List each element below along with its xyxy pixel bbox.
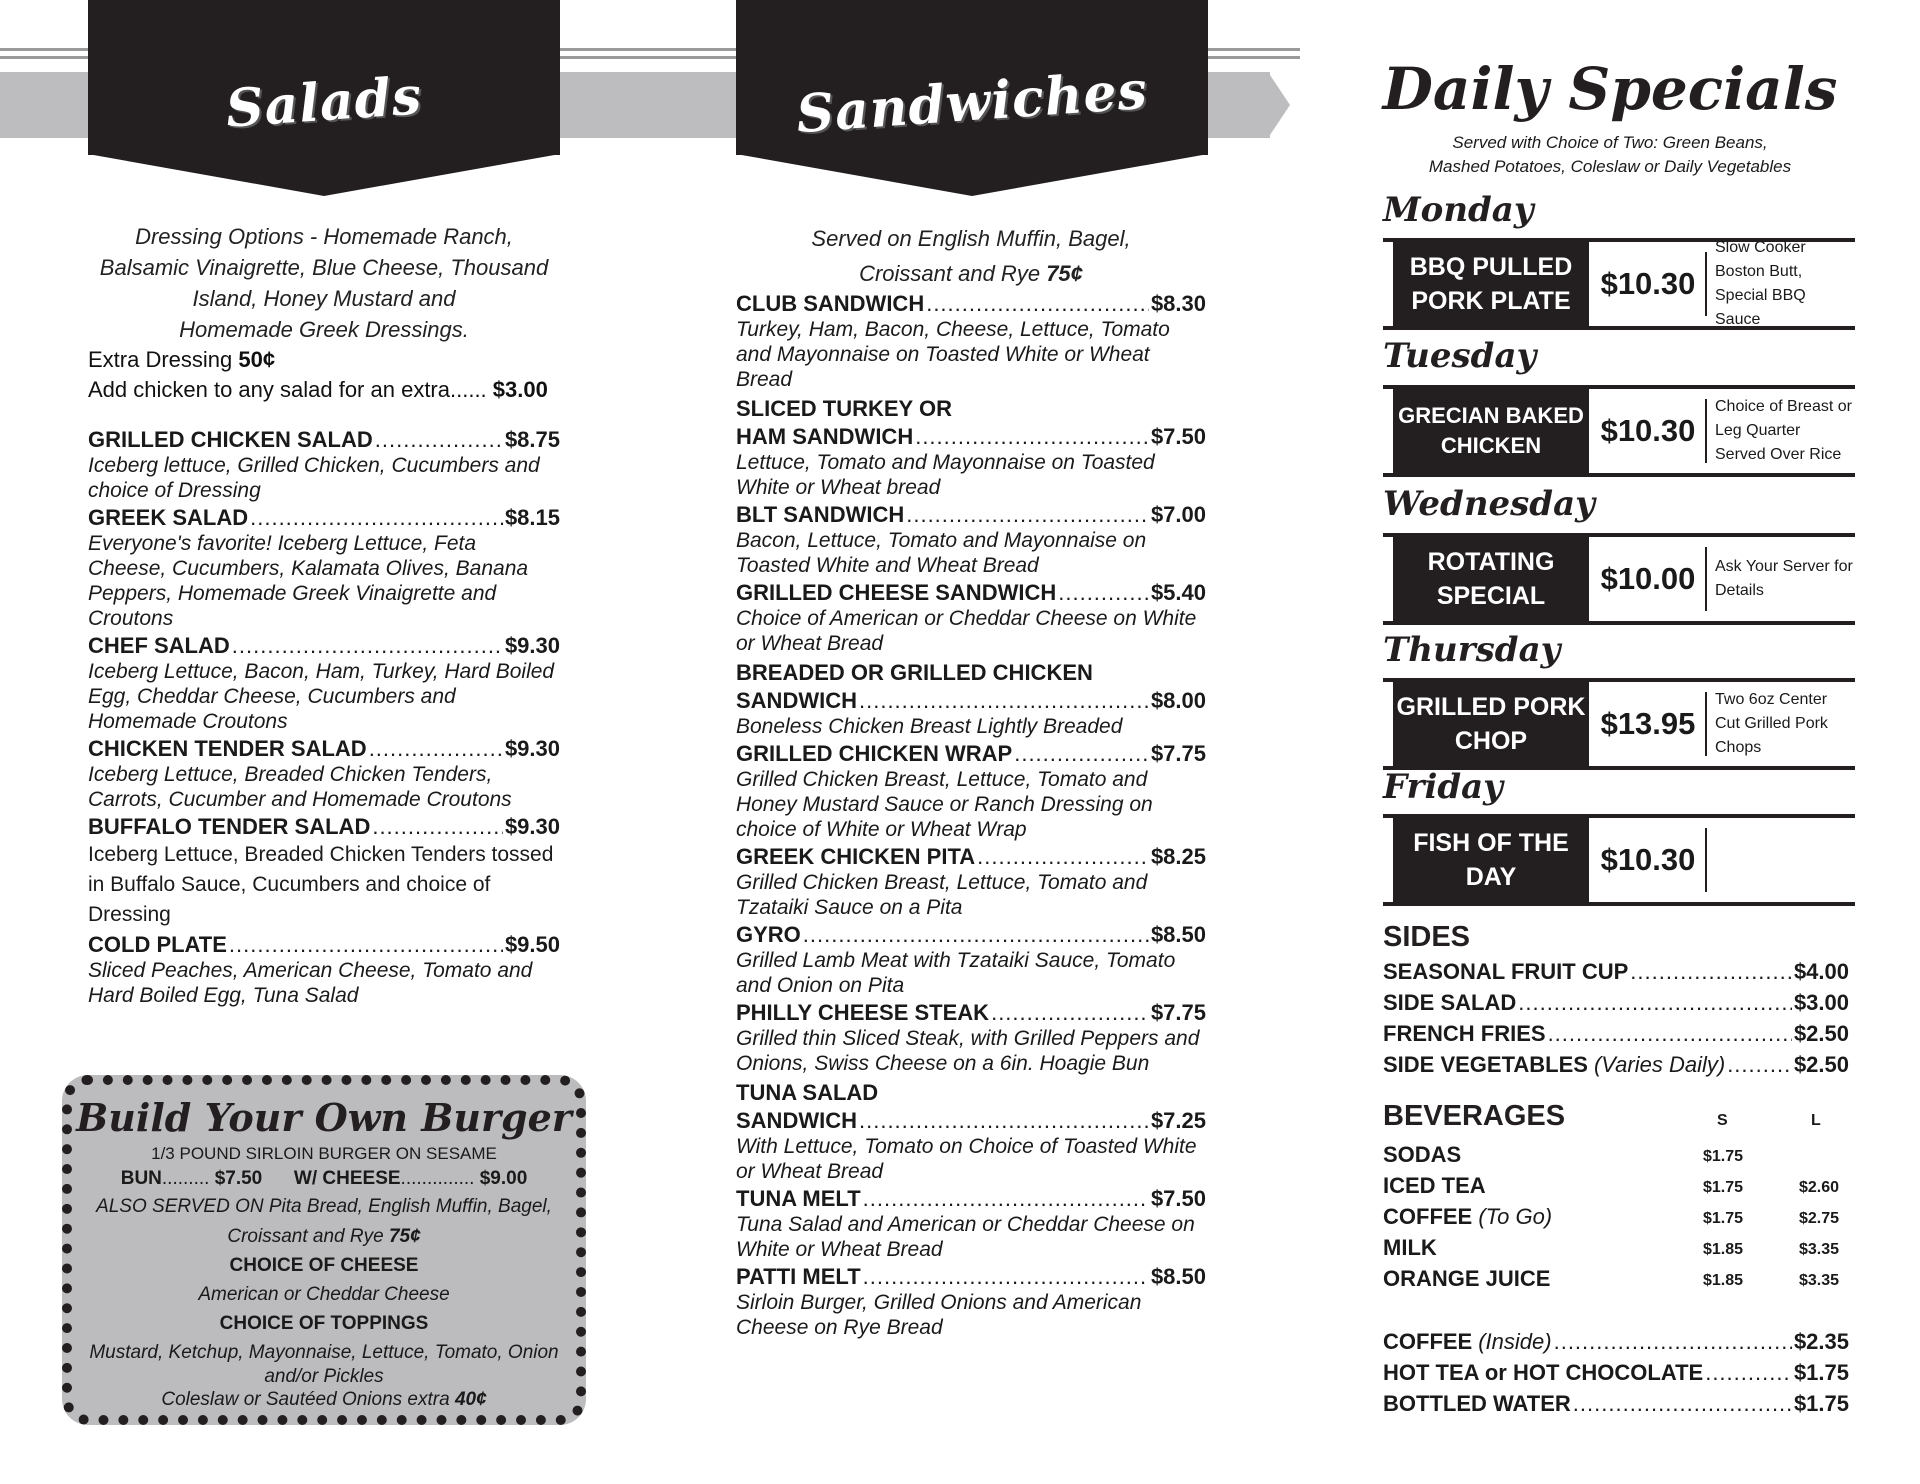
menu-item-patti-melt: PATTI MELT ..... $8.50 Sirloin Burger, Grilled Onions and American Cheese on Rye Bread xyxy=(736,1264,1206,1340)
toppings-heading: CHOICE OF TOPPINGS xyxy=(219,1313,429,1334)
menu-item-greek-salad: GREEK SALAD ..... $8.15 Everyone's favorite! Iceberg Lettuce, Feta Cheese, Cucumbers, Kalamata Olives, Banana Peppers, Homemade Greek Vinaigrette and Croutons xyxy=(88,505,560,631)
menu-item-tuna-melt: TUNA MELT ..... $7.50 Tuna Salad and American or Cheddar Cheese on White or Wheat Bread xyxy=(736,1186,1206,1262)
dressing-line: Homemade Greek Dressings. xyxy=(179,317,469,342)
menu-item-blt-sandwich: BLT SANDWICH ..... $7.00 Bacon, Lettuce, Tomato and Mayonnaise on Toasted White and Wheat Bread xyxy=(736,502,1206,578)
daily-specials-title: Daily Specials xyxy=(1382,55,1838,123)
burger-subtitle: 1/3 POUND SIRLOIN BURGER ON SESAME xyxy=(151,1144,497,1163)
toppings-list: Mustard, Ketchup, Mayonnaise, Lettuce, Tomato, Onion and/or Pickles xyxy=(89,1342,559,1387)
day-label-thursday: Thursday xyxy=(1383,630,1561,670)
special-monday: BBQ PULLED PORK PLATE $10.30 Slow Cooker Boston Butt, Special BBQ Sauce xyxy=(1383,238,1855,330)
menu-item-philly-cheese-steak: PHILLY CHEESE STEAK ..... $7.75 Grilled thin Sliced Steak, with Grilled Peppers and Onions, Swiss Cheese on a 6in. Hoagie Bun xyxy=(736,1000,1206,1076)
menu-item-chicken-sandwich: BREADED OR GRILLED CHICKEN SANDWICH ..... $8.00 Boneless Chicken Breast Lightly Breaded xyxy=(736,658,1206,739)
special-friday: FISH OF THE DAY $10.30 xyxy=(1383,814,1855,906)
menu-item-greek-chicken-pita: GREEK CHICKEN PITA ..... $8.25 Grilled Chicken Breast, Lettuce, Tomato and Tzataiki Sauce on a Pita xyxy=(736,844,1206,920)
sandwich-intro-2: Croissant and Rye 75¢ xyxy=(859,261,1083,286)
side-item: SIDE VEGETABLES (Varies Daily) ..... $2.50 xyxy=(1383,1052,1849,1078)
beverage-row: MILK $1.85 $3.35 xyxy=(1383,1235,1840,1260)
sides-heading: SIDES xyxy=(1383,921,1471,953)
menu-item-grilled-chicken-salad: GRILLED CHICKEN SALAD ..... $8.75 Iceberg lettuce, Grilled Chicken, Cucumbers and choice of Dressing xyxy=(88,427,560,503)
menu-item-chef-salad: CHEF SALAD ..... $9.30 Iceberg Lettuce, Bacon, Ham, Turkey, Hard Boiled Egg, Cheddar Cheese, Cucumbers and Homemade Croutons xyxy=(88,633,560,734)
dressing-line: Island, Honey Mustard and xyxy=(192,286,456,311)
beverage-other: BOTTLED WATER ..... $1.75 xyxy=(1383,1391,1849,1417)
menu-item-club-sandwich: CLUB SANDWICH ..... $8.30 Turkey, Ham, Bacon, Cheese, Lettuce, Tomato and Mayonnaise on Toasted White or Wheat Bread xyxy=(736,291,1206,392)
burger-also-served: ALSO SERVED ON Pita Bread, English Muffin, Bagel, xyxy=(96,1196,552,1217)
burger-prices: BUN......... $7.50 W/ CHEESE.............. $9.00 xyxy=(120,1168,528,1189)
beverage-row: ICED TEA $1.75 $2.60 xyxy=(1383,1173,1840,1198)
salads-column xyxy=(88,221,560,1008)
beverage-other: HOT TEA or HOT CHOCOLATE ..... $1.75 xyxy=(1383,1360,1849,1386)
side-item: SIDE SALAD ..... $3.00 xyxy=(1383,990,1849,1016)
menu-item-buffalo-tender-salad: BUFFALO TENDER SALAD ..... $9.30 Iceberg Lettuce, Breaded Chicken Tenders tossed in Buffalo Sauce, Cucumbers and choice of Dressing xyxy=(88,814,560,930)
dressing-line: Balsamic Vinaigrette, Blue Cheese, Thousand xyxy=(99,255,549,280)
day-label-friday: Friday xyxy=(1383,767,1503,807)
special-tuesday: GRECIAN BAKED CHICKEN $10.30 Choice of Breast or Leg Quarter Served Over Rice xyxy=(1383,385,1855,477)
sandwich-intro-1: Served on English Muffin, Bagel, xyxy=(811,226,1131,251)
menu-item-chicken-tender-salad: CHICKEN TENDER SALAD ..... $9.30 Iceberg Lettuce, Breaded Chicken Tenders, Carrots, Cucumber and Homemade Croutons xyxy=(88,736,560,812)
extra-dressing: Extra Dressing 50¢ xyxy=(88,347,276,372)
cheese-options: American or Cheddar Cheese xyxy=(198,1284,450,1305)
special-wednesday: ROTATING SPECIAL $10.00 Ask Your Server for Details xyxy=(1383,533,1855,625)
menu-item-cold-plate: COLD PLATE ..... $9.50 Sliced Peaches, American Cheese, Tomato and Hard Boiled Egg, Tuna Salad xyxy=(88,932,560,1008)
add-chicken: Add chicken to any salad for an extra...... $3.00 xyxy=(88,377,548,402)
gray-band-arrow xyxy=(1268,72,1290,138)
menu-item-turkey-ham-sandwich: SLICED TURKEY OR HAM SANDWICH ..... $7.50 Lettuce, Tomato and Mayonnaise on Toasted White or Wheat bread xyxy=(736,394,1206,500)
menu-item-tuna-salad-sandwich: TUNA SALAD SANDWICH ..... $7.25 With Lettuce, Tomato on Choice of Toasted White or Wheat Bread xyxy=(736,1078,1206,1184)
side-item: FRENCH FRIES ..... $2.50 xyxy=(1383,1021,1849,1047)
beverage-other: COFFEE (Inside) ..... $2.35 xyxy=(1383,1329,1849,1355)
special-thursday: GRILLED PORK CHOP $13.95 Two 6oz Center Cut Grilled Pork Chops xyxy=(1383,678,1855,770)
beverages-heading: BEVERAGES xyxy=(1383,1100,1566,1132)
burger-title: Build Your Own Burger xyxy=(76,1095,572,1140)
side-item: SEASONAL FRUIT CUP ..... $4.00 xyxy=(1383,959,1849,985)
dressing-options xyxy=(88,221,560,345)
daily-specials-subtitle: Served with Choice of Two: Green Beans, Mashed Potatoes, Coleslaw or Daily Vegetables xyxy=(1428,133,1792,176)
day-label-wednesday: Wednesday xyxy=(1383,484,1595,524)
dressing-line: Dressing Options - Homemade Ranch, xyxy=(135,224,513,249)
beverage-row: COFFEE (To Go) $1.75 $2.75 xyxy=(1383,1204,1840,1229)
day-label-tuesday: Tuesday xyxy=(1383,336,1537,376)
beverage-row: ORANGE JUICE $1.85 $3.35 xyxy=(1383,1266,1840,1291)
sandwiches-banner xyxy=(736,0,1208,195)
sandwiches-title: Sandwiches xyxy=(794,59,1150,146)
beverage-row: SODAS $1.75 xyxy=(1383,1142,1744,1167)
menu-item-grilled-chicken-wrap: GRILLED CHICKEN WRAP ..... $7.75 Grilled Chicken Breast, Lettuce, Tomato and Honey Mustard Sauce or Ranch Dressing on choice of White or Wheat Wrap xyxy=(736,741,1206,842)
build-your-own-burger-box xyxy=(62,1075,586,1425)
sandwiches-column xyxy=(736,221,1206,1340)
salads-title: Salads xyxy=(223,65,425,140)
menu-item-gyro: GYRO ..... $8.50 Grilled Lamb Meat with Tzataiki Sauce, Tomato and Onion on Pita xyxy=(736,922,1206,998)
burger-extras: Coleslaw or Sautéed Onions extra 40¢ xyxy=(161,1389,487,1410)
cheese-heading: CHOICE OF CHEESE xyxy=(229,1255,419,1276)
menu-item-grilled-cheese-sandwich: GRILLED CHEESE SANDWICH ..... $5.40 Choice of American or Cheddar Cheese on White or Wheat Bread xyxy=(736,580,1206,656)
burger-also-served-2: Croissant and Rye 75¢ xyxy=(227,1226,421,1247)
salads-banner xyxy=(88,0,560,195)
day-label-monday: Monday xyxy=(1383,190,1534,230)
